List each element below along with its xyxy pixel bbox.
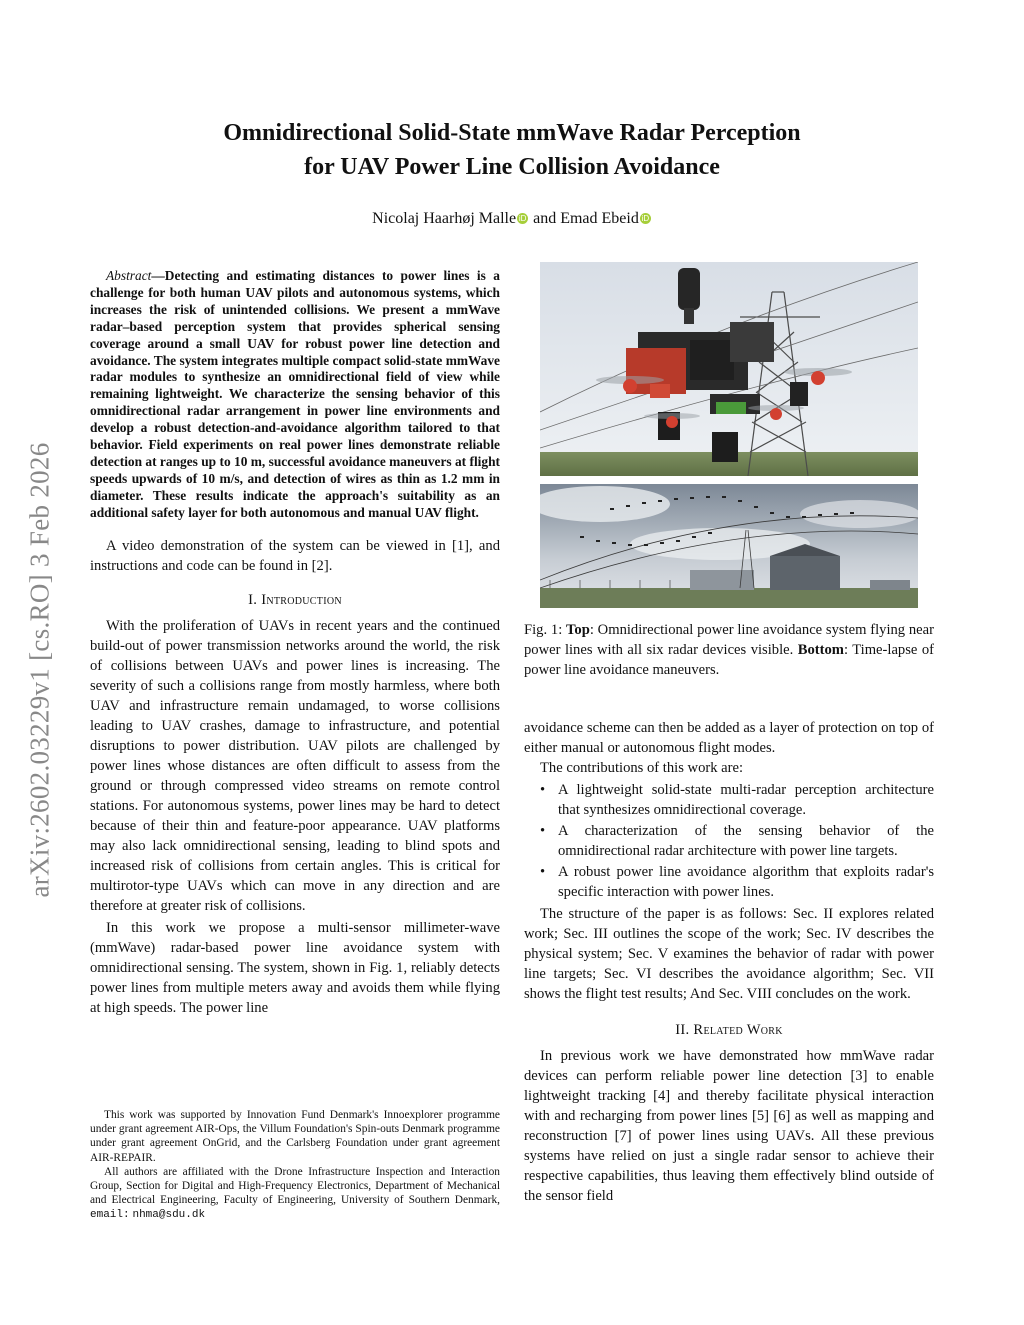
contributions-list (524, 780, 934, 902)
right-column (524, 258, 934, 1206)
left-column (90, 268, 500, 1018)
section-number: I. (248, 591, 262, 608)
paper-title (100, 116, 924, 184)
intro-paragraph-2: In this work we propose a multi-sensor millimeter-wave (mmWave) radar-based power line avoidance system with omnidirectional sensing. The system, shown in Fig. 1, reliably detects power lines from multiple meters away and avoids them while flying at high speeds. The power line (90, 919, 500, 1016)
title-line-1: Omnidirectional Solid-State mmWave Radar Perception (223, 120, 801, 146)
figure-1-caption (524, 620, 934, 680)
structure-paragraph: The structure of the paper is as follows: Sec. II explores related work; Sec. III outlines the scope of the work; Sec. IV describes the physical system; Sec. V examines the behavior of radar with power line targets; Sec. VI describes the avoidance algorithm; Sec. VII shows the flight test results; And Sec. VIII concludes on the work. (524, 906, 934, 1002)
intro-paragraph-1: With the proliferation of UAVs in recent years and the continued build-out of power transmission networks around the world, the risk of collisions between UAVs and power lines is increasing. The severity of such a collisions range from mostly harmless, where both UAV and infrastructure remain undamaged, to worse collisions leading to UAV crashes, damage to infrastructure, and potential disruptions to power distribution. UAV pilots are challenged by power lines whose distances are often difficult to assess from the ground or through compressed video streams on remote control stations. For autonomous systems, power lines may be hard to detect because of their thin and feature-poor appearance. UAV platforms may also lack omnidirectional sensing, leading to blind spots and increased risk of collisions from certain angles. This is critical for multirotor-type UAVs which can move in any direction and are therefore at greater risk of collisions. (90, 617, 500, 914)
abstract (90, 268, 500, 522)
caption-bottom-label: Bottom (797, 642, 844, 658)
section-title: Related Work (693, 1022, 783, 1038)
arxiv-id: arXiv:2602.03229v1 [cs.RO] 3 Feb 2026 (24, 442, 55, 898)
funding-note: This work was supported by Innovation Fund Denmark's Innoexplorer programme under grant agreement AIR-Ops, the Villum Foundation's Spin-outs Denmark programme under grant agreement OnGrid, and the Carlsberg Foundation under grant agreement AIR-REPAIR. (90, 1109, 500, 1164)
bullet-text: A characterization of the sensing behavior of the omnidirectional radar architecture with power line targets. (558, 823, 934, 859)
section-heading-related-work (524, 1020, 934, 1040)
list-item (524, 780, 934, 820)
email-label: email: (90, 1209, 130, 1222)
bullet-icon: • (540, 823, 546, 839)
bullet-icon: • (540, 864, 546, 880)
author-list (200, 210, 824, 228)
bullet-text: A lightweight solid-state multi-radar perception architecture that synthesizes omnidirectional coverage. (558, 782, 934, 818)
abstract-text: —Detecting and estimating distances to power lines is a challenge for both human UAV pilots and autonomous systems, which increases the risk of unintended collisions. We present a mmWave radar–based perception system that provides spherical sensing coverage around a small UAV for robust power line detection and avoidance. The system integrates multiple compact solid-state mmWave radar modules to synthesize an omnidirectional field of view while remaining lightweight. We characterize the sensing behavior of this omnidirectional radar arrangement in power line environments and develop a robust detection-and-avoidance algorithm tailored to that behavior. Field experiments on real power lines demonstrate reliable detection at ranges up to 10 m, successful avoidance maneuvers at flight speeds upwards of 10 m/s, and detection of wires as thin as 1.2 mm in diameter. These results indicate the approach's suitability as an additional safety layer for both autonomous and manual UAV flight. (90, 268, 500, 520)
list-item (524, 862, 934, 902)
email-address[interactable]: nhma@sdu.dk (132, 1209, 206, 1222)
timelapse-photo-illustration (540, 484, 918, 608)
title-line-2: for UAV Power Line Collision Avoidance (304, 154, 720, 180)
left-body (90, 536, 500, 1018)
bullet-text: A robust power line avoidance algorithm that exploits radar's specific interaction with power lines. (558, 864, 934, 900)
list-item (524, 821, 934, 861)
caption-bottom-text: : Time-lapse of power line avoidance maneuvers. (524, 642, 935, 678)
abstract-label: Abstract (106, 268, 152, 283)
right-body (524, 718, 934, 1206)
orcid-icon[interactable]: iD (518, 214, 527, 223)
caption-top-label: Top (566, 622, 590, 638)
caption-prefix: Fig. 1: (524, 622, 567, 638)
author-joiner: and Emad Ebeid (533, 210, 639, 227)
author-1-name: Nicolaj Haarhøj Malle (372, 210, 517, 227)
uav-photo-illustration (540, 262, 918, 476)
figure-1-top-photo (540, 262, 918, 476)
footnote (90, 1108, 500, 1223)
bullet-icon: • (540, 782, 546, 798)
figure-1-bottom-photo (540, 484, 918, 608)
affiliation-text: All authors are affiliated with the Drone Infrastructure Inspection and Interaction Group, Section for Digital and High-Frequency Electronics, Department of Mechanical and Electrical Engineering, Faculty of Engineering, University of Southern Denmark, (90, 1165, 500, 1207)
section-heading-introduction (90, 590, 500, 610)
orcid-icon[interactable]: iD (641, 214, 650, 223)
contributions-intro: The contributions of this work are: (540, 760, 744, 776)
related-paragraph-1: In previous work we have demonstrated how mmWave radar devices can perform reliable power line detection [3] to enable lightweight tracking [4] and thereby facilitate physical interaction with and recharging from power lines [5] [6] as well as mapping and reconstruction [7] of power lines using UAVs. All these previous systems have relied on just a single radar sensor to achieve their respective capabilities, thus leaving them effectively blind outside of the sensor field (524, 1048, 934, 1204)
section-number: II. (675, 1022, 694, 1038)
arxiv-identifier-stamp (12, 380, 68, 960)
caption-top-text: : Omnidirectional power line avoidance system flying near power lines with all six radar devices visible. (524, 622, 934, 658)
video-paragraph: A video demonstration of the system can be viewed in [1], and instructions and code can be found in [2]. (90, 537, 500, 574)
continued-paragraph: avoidance scheme can then be added as a layer of protection on top of either manual or autonomous flight modes. (524, 720, 934, 756)
affiliation-note (90, 1165, 500, 1223)
section-title: Introduction (261, 591, 342, 608)
